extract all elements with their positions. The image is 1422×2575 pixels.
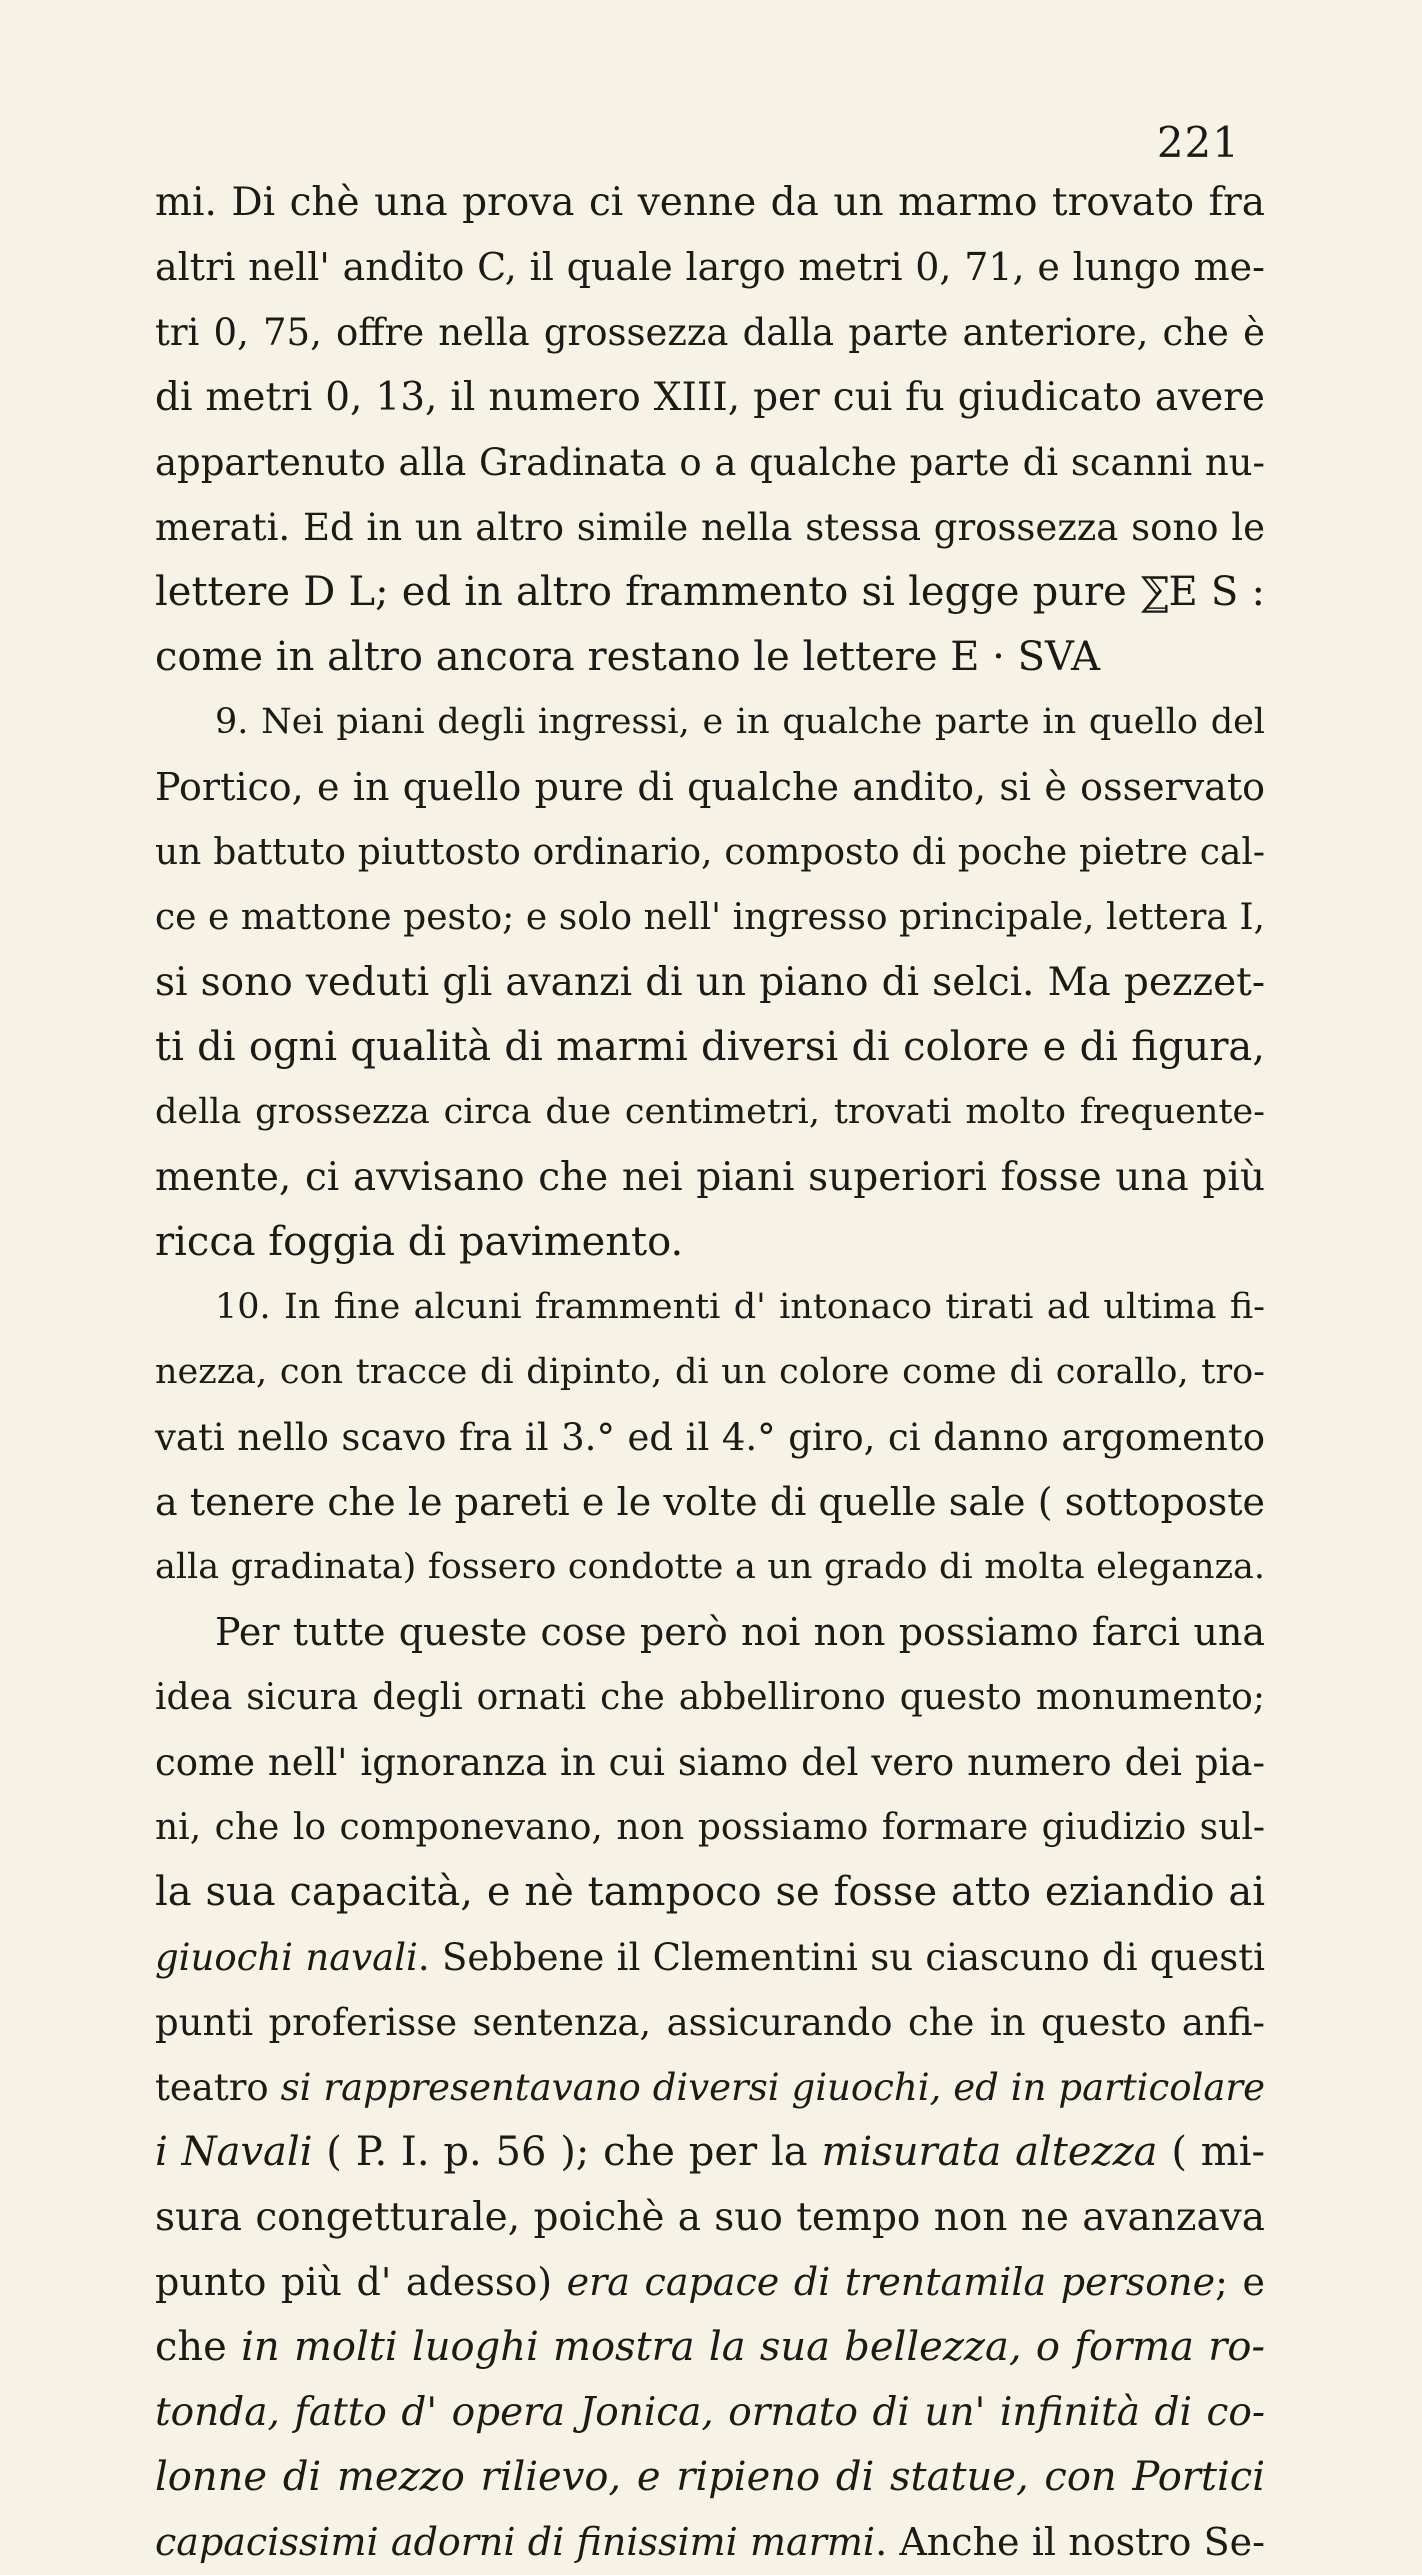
text-segment: ; e xyxy=(1215,2260,1265,2304)
text-line xyxy=(155,2445,1265,2510)
text-line xyxy=(155,1990,1265,2055)
text-segment: ce e mattone pesto; e solo nell' ingresso principale, lettera I, xyxy=(155,897,1265,938)
text-segment: punti proferisse sentenza, assicurando che in questo anfi- xyxy=(155,2001,1265,2044)
text-line xyxy=(155,1210,1265,1275)
text-line xyxy=(155,1080,1265,1145)
text-segment: merati. Ed in un altro simile nella stessa grossezza sono le xyxy=(155,506,1265,549)
text-segment: 10. In fine alcuni frammenti d' intonaco tirati ad ultima fi- xyxy=(215,1287,1265,1327)
text-segment: Per tutte queste cose però noi non possiamo farci una xyxy=(215,1610,1265,1654)
italic-text-segment: misurata altezza xyxy=(821,2129,1158,2175)
text-segment: mi. Di chè una prova ci venne da un marmo trovato fra xyxy=(155,180,1265,225)
text-line xyxy=(155,885,1265,950)
text-segment: Portico, e in quello pure di qualche andito, si è osservato xyxy=(155,765,1265,809)
italic-text-segment: lonne di mezzo rilievo, e ripieno di statue, con Portici xyxy=(155,2454,1265,2500)
text-segment: idea sicura degli ornati che abbellirono questo monumento; xyxy=(155,1677,1265,1718)
text-segment: sura congetturale, poichè a suo tempo non ne avanzava xyxy=(155,2195,1265,2240)
text-line xyxy=(155,625,1265,690)
text-segment: la sua capacità, e nè tampoco se fosse atto eziandio ai xyxy=(155,1869,1265,1915)
text-line xyxy=(155,1145,1265,1210)
text-segment: nezza, con tracce di dipinto, di un colore come di corallo, tro- xyxy=(155,1352,1265,1392)
text-line xyxy=(155,1795,1265,1860)
text-segment: un battuto piuttosto ordinario, composto di poche pietre cal- xyxy=(155,832,1265,873)
text-line xyxy=(155,495,1265,560)
text-segment: alla gradinata) fossero condotte a un grado di molta eleganza. xyxy=(155,1547,1265,1587)
italic-text-segment: giuochi navali xyxy=(155,1936,418,1979)
italic-text-segment: era capace di trentamila persone xyxy=(566,2260,1216,2304)
text-segment: della grossezza circa due centimetri, trovati molto frequente- xyxy=(155,1092,1265,1132)
text-line xyxy=(155,1340,1265,1405)
text-line xyxy=(155,755,1265,820)
text-line xyxy=(155,235,1265,300)
text-segment: 9. Nei piani degli ingressi, e in qualche parte in quello del xyxy=(215,702,1265,742)
text-line xyxy=(155,2380,1265,2445)
text-segment: come nell' ignoranza in cui siamo del vero numero dei pia- xyxy=(155,1741,1265,1784)
italic-text-segment: capacissimi adorni di finissimi marmi xyxy=(155,2520,876,2564)
text-segment: teatro xyxy=(155,2066,281,2109)
text-line xyxy=(155,1600,1265,1665)
text-segment: tri 0, 75, offre nella grossezza dalla parte anteriore, che è xyxy=(155,311,1265,354)
text-line xyxy=(155,1015,1265,1080)
text-line xyxy=(155,365,1265,430)
text-segment: punto più d' adesso) xyxy=(155,2260,567,2304)
italic-text-segment: tonda, fatto d' opera Jonica, ornato di un' infinità di co- xyxy=(155,2390,1265,2435)
text-line xyxy=(155,170,1265,235)
text-line xyxy=(155,1275,1265,1340)
text-line xyxy=(155,2510,1265,2575)
text-segment: a tenere che le pareti e le volte di quelle sale ( sottoposte xyxy=(155,1480,1265,1524)
italic-text-segment: si rappresentavano diversi giuochi, ed in particolare xyxy=(280,2066,1265,2109)
text-segment: lettere D L; ed in altro frammento si legge pure ⅀E S : xyxy=(155,569,1265,615)
text-line xyxy=(155,1470,1265,1535)
text-line xyxy=(155,2250,1265,2315)
text-segment: vati nello scavo fra il 3.° ed il 4.° giro, ci danno argomento xyxy=(155,1416,1265,1459)
text-segment: come in altro ancora restano le lettere E · SVA xyxy=(155,634,1101,680)
text-segment: altri nell' andito C, il quale largo metri 0, 71, e lungo me- xyxy=(155,245,1265,289)
text-segment: ( P. I. p. 56 ); che per la xyxy=(312,2129,822,2175)
text-segment: . Sebbene il Clementini su ciascuno di questi xyxy=(417,1936,1265,1979)
text-line xyxy=(155,820,1265,885)
text-segment: mente, ci avvisano che nei piani superiori fosse una più xyxy=(155,1155,1265,1200)
text-line xyxy=(155,1405,1265,1470)
text-segment: ti di ogni qualità di marmi diversi di colore e di figura, xyxy=(155,1024,1265,1070)
text-segment: si sono veduti gli avanzi di un piano di selci. Ma pezzet- xyxy=(155,960,1265,1005)
text-line xyxy=(155,950,1265,1015)
text-segment: che xyxy=(155,2324,242,2370)
body-text xyxy=(155,170,1265,2575)
text-line xyxy=(155,1535,1265,1600)
text-line xyxy=(155,1730,1265,1795)
text-segment: di metri 0, 13, il numero XIII, per cui fu giudicato avere xyxy=(155,375,1265,420)
text-line xyxy=(155,2315,1265,2380)
text-line xyxy=(155,560,1265,625)
text-line xyxy=(155,1860,1265,1925)
text-segment: ni, che lo componevano, non possiamo formare giudizio sul- xyxy=(155,1807,1265,1848)
text-segment: . Anche il nostro Se- xyxy=(875,2520,1266,2564)
italic-text-segment: i Navali xyxy=(155,2129,313,2175)
text-line xyxy=(155,430,1265,495)
text-segment: appartenuto alla Gradinata o a qualche parte di scanni nu- xyxy=(155,441,1265,484)
italic-text-segment: in molti luoghi mostra la sua bellezza, o forma ro- xyxy=(241,2324,1265,2370)
text-line xyxy=(155,2185,1265,2250)
text-line xyxy=(155,1925,1265,1990)
text-line xyxy=(155,2120,1265,2185)
text-segment: ricca foggia di pavimento. xyxy=(155,1219,684,1265)
text-line xyxy=(155,2055,1265,2120)
text-line xyxy=(155,300,1265,365)
text-line xyxy=(155,1665,1265,1730)
text-line xyxy=(155,690,1265,755)
text-segment: ( mi- xyxy=(1157,2129,1266,2175)
page-number: 221 xyxy=(1156,118,1240,167)
